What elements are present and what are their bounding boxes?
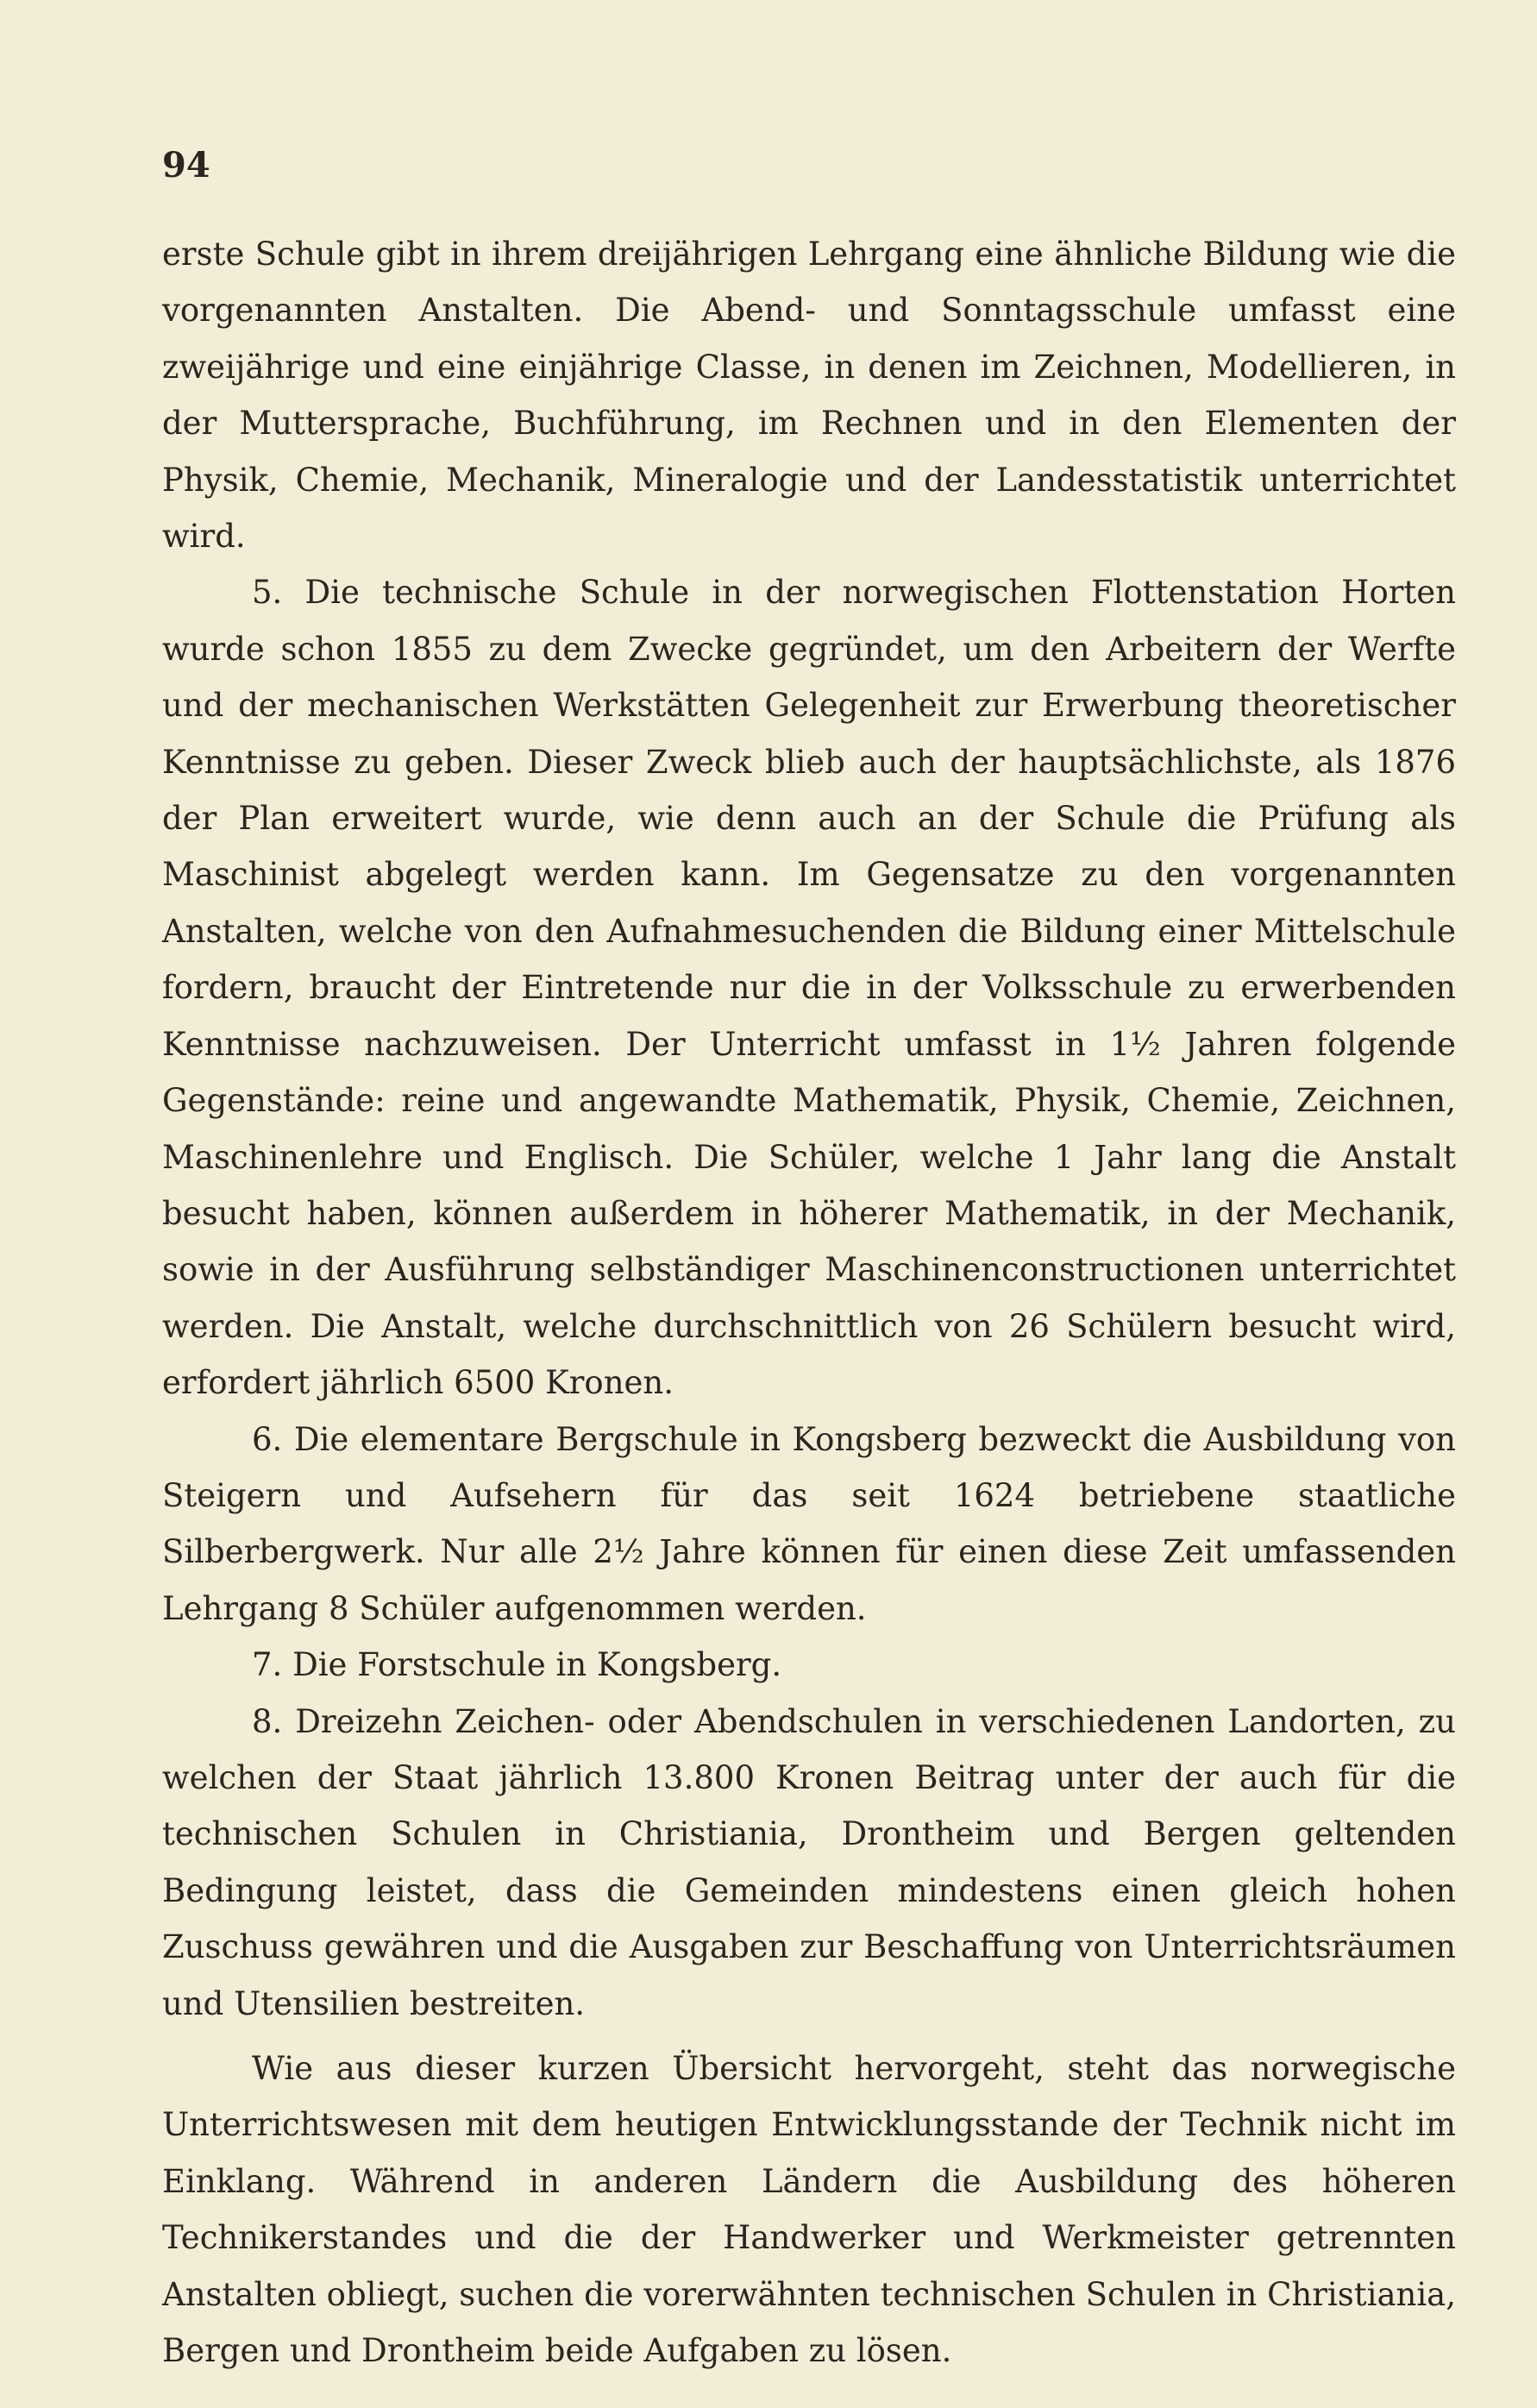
paragraph-item-8: 8. Dreizehn Zeichen- oder Abendschulen in verschiedenen Landorten, zu welchen der Staat jährlich 13.800 Kronen Beitrag unter der auch für die technischen Schulen in Christiania, Drontheim und Bergen geltenden Bedingung leistet, dass die Gemeinden mindestens einen gleich hohen Zuschuss gewähren und die Ausgaben zur Beschaffung von Unterrichtsräumen und Utensilien bestreiten. xyxy=(162,1702,1456,2022)
paragraph-item-5: 5. Die technische Schule in der norwegischen Flottenstation Horten wurde schon 1855 zu dem Zwecke gegründet, um den Arbeitern der Werfte und der mechanischen Werkstätten Gelegenheit zur Erwerbung theoretischer Kenntnisse zu geben. Dieser Zweck blieb auch der hauptsächlichste, als 1876 der Plan erweitert wurde, wie denn auch an der Schule die Prüfung als Maschinist abgelegt werden kann. Im Gegensatze zu den vorgenannten Anstalten, welche von den Aufnahmesuchenden die Bildung einer Mittelschule fordern, braucht der Eintretende nur die in der Volksschule zu erwerbenden Kenntnisse nachzuweisen. Der Unterricht umfasst in 1½ Jahren folgende Gegenstände: reine und angewandte Mathematik, Physik, Chemie, Zeichnen, Maschinenlehre und Englisch. Die Schüler, welche 1 Jahr lang die Anstalt besucht haben, können außerdem in höherer Mathematik, in der Mechanik, sowie in der Ausführung selbständiger Maschinenconstructionen unterrichtet werden. Die Anstalt, welche durchschnittlich von 26 Schülern besucht wird, erfordert jährlich 6500 Kronen. xyxy=(162,574,1456,1402)
paragraph-item-6: 6. Die elementare Bergschule in Kongsberg bezweckt die Ausbildung von Steigern und Aufsehern für das seit 1624 betriebene staatliche Silberbergwerk. Nur alle 2½ Jahre können für einen diese Zeit umfassenden Lehrgang 8 Schüler aufgenommen werden. xyxy=(162,1420,1456,1627)
paragraph-conclusion: Wie aus dieser kurzen Übersicht hervorgeht, steht das norwegische Unterrichtswesen mit dem heutigen Entwicklungsstande der Technik nicht im Einklang. Während in anderen Ländern die Ausbildung des höheren Technikerstandes und die der Handwerker und Werkmeister getrennten Anstalten obliegt, suchen die vorerwähnten technischen Schulen in Christiania, Bergen und Drontheim beide Aufgaben zu lösen. xyxy=(162,2050,1456,2370)
paragraph-continuation: erste Schule gibt in ihrem dreijährigen Lehrgang eine ähnliche Bildung wie die vorgenannten Anstalten. Die Abend- und Sonntagsschule umfasst eine zweijährige und eine einjährige Classe, in denen im Zeichnen, Modellieren, in der Muttersprache, Buchführung, im Rechnen und in den Elementen der Physik, Chemie, Mechanik, Mineralogie und der Landesstatistik unterrichtet wird. xyxy=(162,236,1456,556)
paragraph-item-7: 7. Die Forstschule in Kongsberg. xyxy=(252,1646,782,1684)
body-text xyxy=(162,226,1456,2379)
page-number: 94 xyxy=(162,145,210,185)
